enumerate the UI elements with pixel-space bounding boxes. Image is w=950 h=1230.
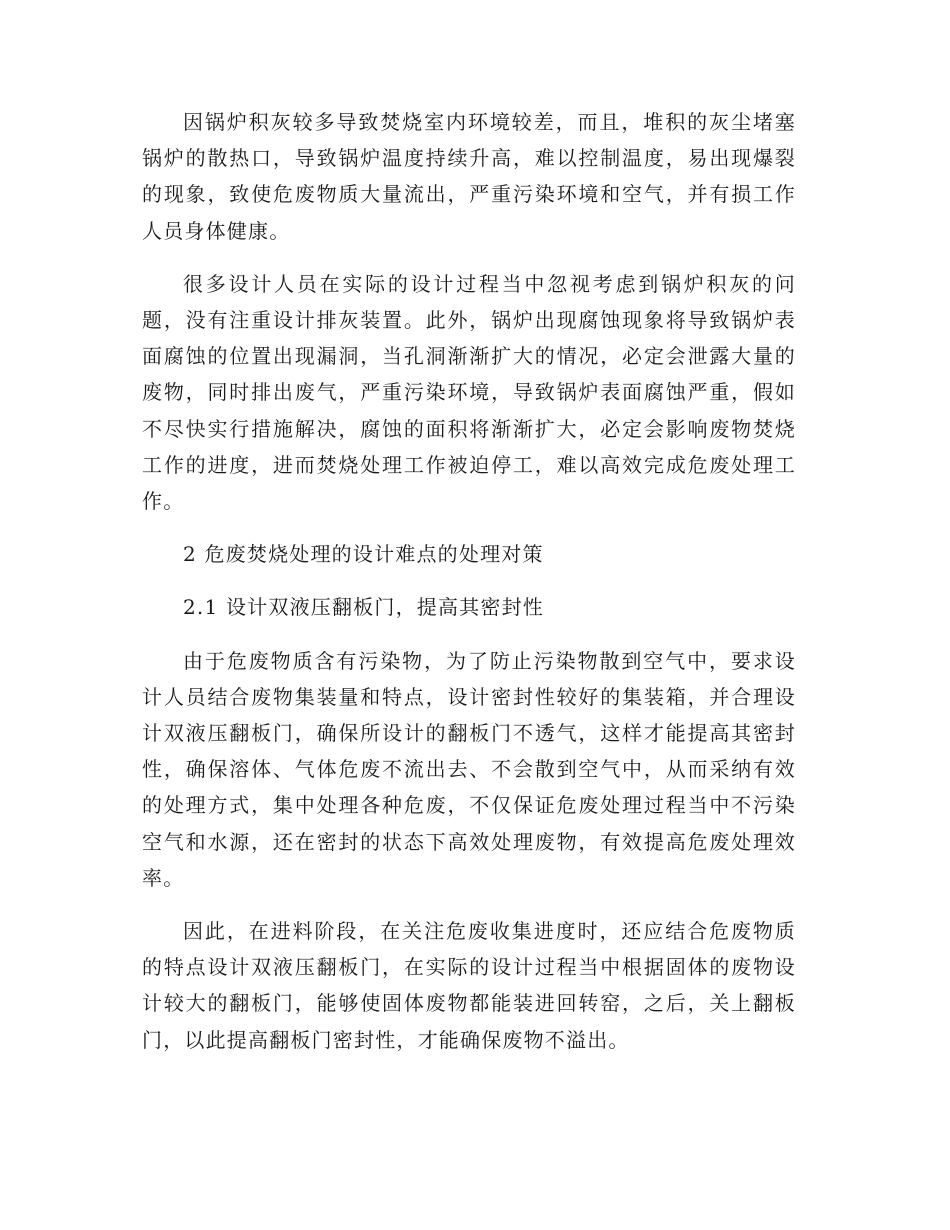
paragraph-boiler-corrosion: 很多设计人员在实际的设计过程当中忽视考虑到锅炉积灰的问题，没有注重设计排灰装置。此外，锅炉出现腐蚀现象将导致锅炉表面腐蚀的位置出现漏洞，当孔洞渐渐扩大的情况，必定会泄露大量的废物，同时排出废气，严重污染环境，导致锅炉表面腐蚀严重，假如不尽快实行措施解决，腐蚀的面积将渐渐扩大，必定会影响废物焚烧工作的进度，进而焚烧处理工作被迫停工，难以高效完成危废处理工作。 [142, 271, 796, 514]
paragraph-feeding-stage: 因此，在进料阶段，在关注危废收集进度时，还应结合危废物质的特点设计双液压翻板门，在实际的设计过程当中根据固体的废物设计较大的翻板门，能够使固体废物都能装进回转窑，之后，关上翻板门，以此提高翻板门密封性，才能确保废物不溢出。 [142, 919, 796, 1052]
document-page [142, 104, 796, 1075]
subsection-heading: 2.1 设计双液压翻板门，提高其密封性 [183, 595, 544, 620]
paragraph-boiler-ash: 因锅炉积灰较多导致焚烧室内环境较差，而且，堆积的灰尘堵塞锅炉的散热口，导致锅炉温度持续升高，难以控制温度，易出现爆裂的现象，致使危废物质大量流出，严重污染环境和空气，并有损工作人员身体健康。 [142, 110, 796, 243]
section-heading: 2 危废焚烧处理的设计难点的处理对策 [183, 542, 544, 567]
paragraph-flap-door-design: 由于危废物质含有污染物，为了防止污染物散到空气中，要求设计人员结合废物集装量和特点，设计密封性较好的集装箱，并合理设计双液压翻板门，确保所设计的翻板门不透气，这样才能提高其密封性，确保溶体、气体危废不流出去、不会散到空气中，从而采纳有效的处理方式，集中处理各种危废，不仅保证危废处理过程当中不污染空气和水源，还在密封的状态下高效处理废物，有效提高危废处理效率。 [142, 648, 796, 890]
